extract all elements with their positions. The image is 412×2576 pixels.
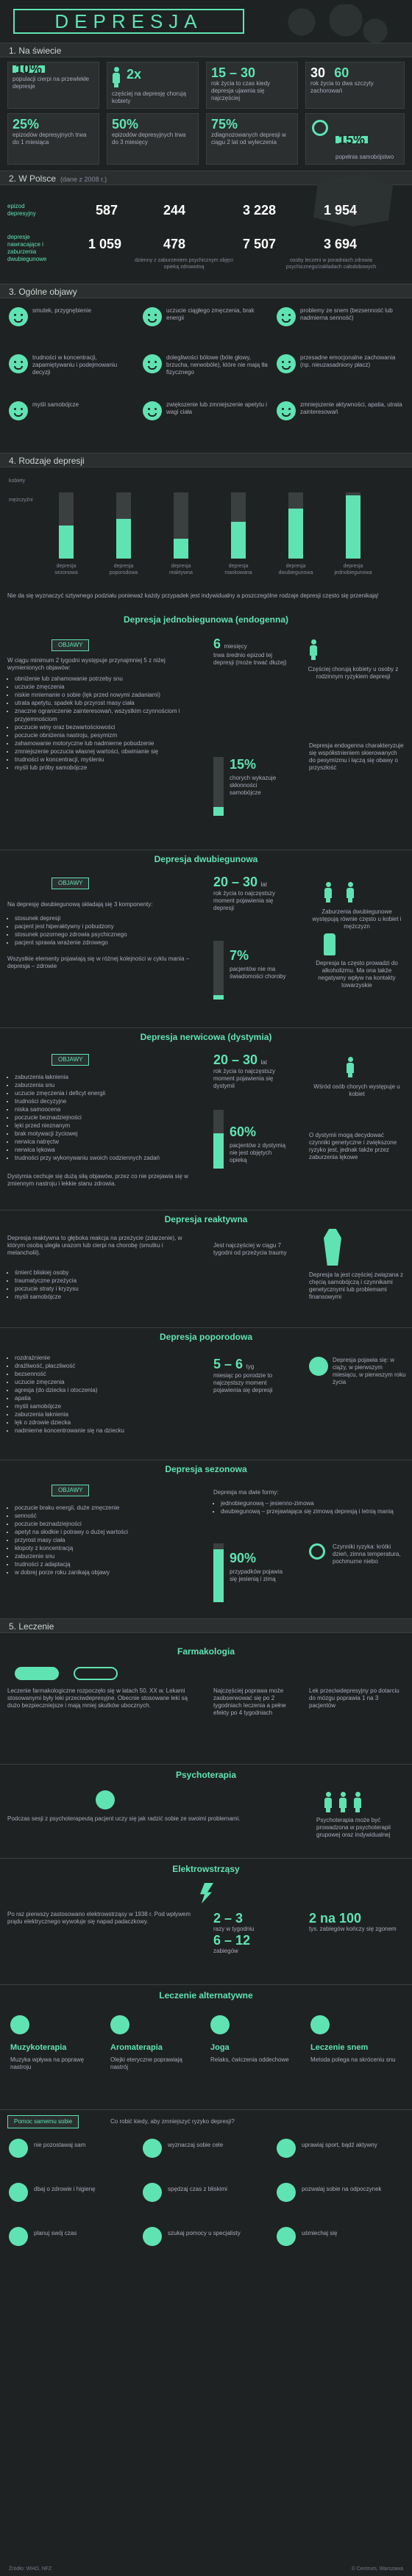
- stat-card: [107, 113, 199, 165]
- help-text: nie pozostawaj sam: [34, 2142, 86, 2148]
- section-title: 2. W Polsce: [9, 173, 57, 184]
- stat-value: 5 – 6: [213, 1357, 244, 1371]
- stat-block: [213, 1052, 287, 1090]
- symptom-text: smutek, przygnębienie: [32, 307, 92, 314]
- bar: [116, 519, 131, 559]
- stat-value: 1 059: [88, 237, 122, 251]
- list-item: ▪ trudności decyzyjne: [15, 1097, 199, 1105]
- lightning-icon: [199, 1883, 213, 1904]
- stat-bar-fill: [213, 1133, 224, 1169]
- list-item: ▪ uczucie zmęczenia i deficyt energii: [15, 1089, 199, 1097]
- bar-label: depresja reaktywna: [169, 564, 193, 575]
- world-map-icon: [258, 4, 405, 49]
- stat-value: 7 507: [243, 237, 277, 251]
- stat-value: 478: [163, 237, 186, 251]
- sleep-icon: [277, 2183, 296, 2202]
- list-item: ▪ uczucie zmęczenia: [15, 1378, 199, 1386]
- intro-text: W ciągu minimum 2 tygodni występuje przynajmniej 5 z niżej wymienionych objawów:: [7, 657, 166, 671]
- stat-text: zdiagnozowanych depresji w ciągu 2 lat od wyleczenia: [211, 132, 286, 146]
- stat-value: 30: [310, 65, 326, 80]
- divider: [0, 1984, 412, 1985]
- page-title: DEPRESJA: [13, 9, 244, 34]
- stat-text: częściej na depresję chorują kobiety: [112, 90, 186, 104]
- symptoms-list: [7, 1504, 199, 1576]
- symptom-text: trudności w koncentracji, zapamiętywaniu i podejmowaniu decyzji: [32, 354, 118, 376]
- stat-text: Depresja endogenna charakteryzuje się współistnieniem skierowanych do pesymizmu i łączą się obawy o przyszłość: [309, 742, 404, 771]
- stat-value: 75%: [211, 117, 238, 132]
- stat-value: 6 – 12: [213, 1933, 251, 1948]
- stat-block: [213, 875, 287, 912]
- person-icon: [353, 1792, 362, 1812]
- stat-value: 1 954: [324, 203, 358, 218]
- stat-card: [107, 62, 199, 109]
- forms-list: [213, 1499, 405, 1515]
- stat-text: Zaburzenia dwubiegunowe występują równie często u kobiet i mężczyzn: [312, 908, 402, 930]
- list-item: ▪ zahamowanie motoryczne lub nadmierne pobudzenie: [15, 739, 206, 747]
- sun-icon: [309, 1543, 325, 1560]
- list-item: ▪ nerwica lękowa: [15, 1146, 199, 1154]
- stat-card: [7, 62, 99, 109]
- list-item: ▪ poczucie winy oraz bezwartościowości: [15, 723, 206, 731]
- stat-value: 50%: [112, 117, 139, 132]
- stat-text: Depresja ma dwie formy:: [213, 1489, 279, 1496]
- woman-icon: [309, 639, 318, 660]
- help-text: spędzaj czas z bliskimi: [168, 2186, 227, 2192]
- symptom-text: zmniejszenie aktywności, apatia, utrata zainteresowań: [300, 401, 402, 415]
- symptoms-list: [7, 1269, 199, 1301]
- stat-value: 3 694: [324, 237, 358, 251]
- header: [0, 0, 412, 38]
- brain-icon: [9, 354, 28, 373]
- bar: [231, 522, 246, 559]
- stat-bar-fill: [213, 1549, 224, 1602]
- stat-text: Depresja ta jest częściej związana z chęcią samobójczą i czynnikami genetycznymi lub problemami finansowymi: [309, 1271, 404, 1300]
- symptoms-list: [7, 1354, 199, 1435]
- stat-text: rok życia to czas kiedy depresja ujawnia się najczęściej: [211, 80, 271, 101]
- stat-value: 2 na 100: [309, 1911, 362, 1926]
- divider: [0, 2109, 412, 2110]
- subsection-title: Depresja reaktywna: [164, 1214, 248, 1224]
- help-subtitle: Co robić kiedy, aby zmniejszyć ryzyko depresji?: [110, 2118, 235, 2125]
- calendar-icon: [9, 2227, 28, 2246]
- stat-text: miesiąc po porodzie to najczęstszy moment pojawienia się depresji: [213, 1372, 273, 1393]
- subsection-title: Depresja poporodowa: [159, 1332, 253, 1342]
- stat-text: trwa średnio epizod tej depresji (może trwać dłużej): [213, 652, 287, 666]
- list-item: ▪ myśli samobójcze: [15, 1402, 199, 1410]
- symptoms-list: [7, 914, 199, 947]
- symptom-text: przesadne emocjonalne zachowania (np. nieuzasadniony płacz): [300, 354, 396, 368]
- list-item: ▪ poczucie obniżenia nastroju, pesymizm: [15, 731, 206, 739]
- list-item: ▪ znaczne ograniczenie zainteresowań, wszystkim czynnościom i przyjemnościom: [15, 707, 206, 723]
- stat-text: rok życia to najczęstszy moment pojawienia się dystymii: [213, 1068, 276, 1089]
- list-item: ▪ zaburzenia łaknienia: [15, 1073, 199, 1081]
- section-title: 1. Na świecie: [9, 46, 62, 56]
- pill-icon: [15, 1667, 59, 1680]
- stat-text: popełnia samobójstwo: [335, 154, 394, 160]
- section-title: 4. Rodzaje depresji: [9, 456, 85, 466]
- stat-value: 244: [163, 203, 186, 218]
- bar: [59, 525, 74, 559]
- list-item: ▪ kłopoty z koncentracją: [15, 1544, 199, 1552]
- footer: [0, 2565, 412, 2576]
- stat-value: 60%: [230, 1124, 257, 1139]
- skull-icon: [9, 401, 28, 420]
- stat-text: pacjentów z dystymią nie jest objętych opieką: [230, 1142, 286, 1163]
- stat-value: 20 – 30: [213, 1052, 258, 1067]
- section-heading: [0, 1618, 412, 1633]
- list-item: ▪ trudności z adaptacją: [15, 1560, 199, 1568]
- smile-icon: [277, 2227, 296, 2246]
- baby-icon: [309, 1357, 328, 1376]
- list-item: ▪ myśli lub próby samobójcze: [15, 764, 206, 772]
- family-icon: [143, 2183, 162, 2202]
- intro-text: Na depresję dwubiegunową składają się 3 komponenty:: [7, 901, 153, 908]
- section-title: 3. Ogólne objawy: [9, 287, 77, 297]
- person-icon: [324, 1792, 333, 1812]
- stat-text: epizodów depresyjnych trwa do 3 miesięcy: [112, 132, 186, 146]
- list-item: ▪ trudności w koncentracji, myśleniu: [15, 756, 206, 764]
- stat-text: Czynniki ryzyka: krótki dzień, zimna temperatura, pochmurne niebo: [333, 1543, 401, 1565]
- symptom-text: problemy ze snem (bezsenność lub nadmierna senność): [300, 307, 393, 321]
- stat-block: [309, 1911, 397, 1933]
- help-text: pozwalaj sobie na odpoczynek: [302, 2186, 382, 2192]
- bottle-icon: [324, 933, 335, 955]
- sad-face-icon: [143, 307, 162, 326]
- stat-text: rok życia to dwa szczyty zachorowań: [310, 80, 374, 94]
- body-text: Leczenie farmakologiczne rozpoczęło się w latach 50. XX w. Lekami stosowanymi były leki przeciwdepresyjne. Obecnie stosowane leki są dużo bezpieczniejsze i mają mniej skutków ubocznych.: [7, 1687, 188, 1709]
- section-heading: [0, 453, 412, 467]
- note: Dystymia cechuje się dużą siłą objawów, przez co nie przejawia się w zmiennym nastroju i lekkie stanu zdrowia.: [7, 1173, 188, 1187]
- note: Nie da się wyznaczyć sztywnego podziału ponieważ każdy przypadek jest indywidualny a poszczególne rodzaje depresji często się przenikają!: [7, 592, 379, 599]
- help-title: Pomoc samemu sobie: [7, 2115, 79, 2128]
- alt-text: Metoda polega na skróceniu snu: [310, 2056, 396, 2063]
- stat-value: 90%: [230, 1551, 257, 1565]
- help-text: planuj swój czas: [34, 2230, 77, 2236]
- list-item: ▪ niska samoocena: [15, 1105, 199, 1113]
- bar: [288, 509, 303, 559]
- body-text: Podczas sesji z psychoterapeutą pacjent uczy się jak radzić sobie ze swoimi problemami.: [7, 1815, 241, 1822]
- section-subtitle: (dane z 2008 r.): [60, 176, 107, 183]
- shower-icon: [9, 2183, 28, 2202]
- subsection-title: Depresja sezonowa: [165, 1464, 247, 1474]
- list-item: ▪ lęki przed nieznanym: [15, 1122, 199, 1130]
- list-item: ▪ stosunek depresji: [15, 914, 199, 922]
- bar-label: depresja sezonowa: [54, 564, 78, 575]
- target-icon: [312, 120, 328, 136]
- stat-block: [213, 636, 287, 667]
- alt-title: Joga: [210, 2043, 230, 2052]
- list-item: ▪ trudności przy wykonywaniu swoich codziennych zadań: [15, 1154, 199, 1162]
- list-item: ▪ pacjent sprawia wrażenie zdrowego: [15, 939, 199, 947]
- stat-value: 2x: [127, 67, 142, 82]
- stat-text: Jest najczęściej w ciągu 7 tygodni od przeżycia traumy: [213, 1242, 287, 1256]
- sad-face-icon: [277, 307, 296, 326]
- subsection-title: Depresja nerwicowa (dystymia): [140, 1032, 272, 1042]
- scale-icon: [143, 401, 162, 420]
- stat-bar-fill: [213, 995, 224, 1000]
- symptom-text: uczucie ciągłego zmęczenia, brak energii: [166, 307, 255, 321]
- symptom-text: zwiększenie lub zmniejszenie apetytu i wagi ciała: [166, 401, 267, 415]
- woman-icon: [324, 882, 333, 903]
- list-item: ▪ senność: [15, 1512, 199, 1520]
- person-icon: [338, 1792, 347, 1812]
- person-icon: [9, 2139, 28, 2158]
- stat-value: 15 – 30: [211, 65, 256, 80]
- section-heading: [0, 284, 412, 298]
- stat-value-2: 60: [334, 65, 349, 80]
- stat-unit: lat: [260, 881, 267, 888]
- divider: [0, 1027, 412, 1028]
- doctor-icon: [143, 2227, 162, 2246]
- stat-value: 10%: [13, 65, 45, 73]
- stat-unit: miesięcy: [224, 643, 247, 650]
- list-item: ▪ utrata apetytu, spadek lub przyrost masy ciała: [15, 699, 206, 707]
- pill-icon: [74, 1667, 118, 1680]
- section-title: 5. Leczenie: [9, 1621, 54, 1632]
- yoga-icon: [210, 2015, 230, 2034]
- coffin-icon: [324, 1229, 341, 1266]
- row-label: depresje nawracające i zaburzenia dwubiegunowe: [7, 234, 47, 262]
- bar: [174, 539, 188, 559]
- list-item: ▪ zmniejszenie poczucia własnej wartości, obwinianie się: [15, 747, 206, 756]
- symptoms-list: [7, 1073, 199, 1162]
- list-item: ▪ poczucie straty i kryzysu: [15, 1285, 199, 1293]
- list-item: ▪ jednobiegunową – jesienno-zimowa: [221, 1499, 405, 1507]
- stat-bar-track: [213, 941, 224, 1000]
- section-heading: [0, 43, 412, 57]
- list-item: ▪ śmierć bliskiej osoby: [15, 1269, 199, 1277]
- stat-text: pacjentów nie ma świadomości choroby: [230, 966, 286, 980]
- stat-value: 20 – 30: [213, 875, 258, 889]
- list-item: ▪ apatia: [15, 1394, 199, 1402]
- stat-unit: lat: [260, 1059, 267, 1066]
- stat-text: zabiegów: [213, 1948, 238, 1954]
- help-text: wyznaczaj sobie cele: [168, 2142, 224, 2148]
- moon-icon: [310, 2015, 330, 2034]
- footer-copyright: © Centrum, Warszawa: [351, 2566, 403, 2572]
- stat-block: [213, 1357, 294, 1394]
- symptoms-label: OBJAWY: [52, 878, 89, 889]
- intro-text: Depresja reaktywna to głęboka reakcja na przeżycie (zdarzenie), w którym osobą uległa urazom lub cierpi na chorobę (smutku i melancholii).: [7, 1235, 182, 1256]
- help-text: uśmiechaj się: [302, 2230, 338, 2236]
- list-item: ▪ zaburzenia snu: [15, 1081, 199, 1089]
- divider: [0, 1327, 412, 1328]
- divider: [0, 1858, 412, 1859]
- music-icon: [10, 2015, 29, 2034]
- list-item: ▪ obniżenie lub zahamowanie potrzeby snu: [15, 675, 206, 683]
- stat-value: 25%: [13, 117, 40, 132]
- list-item: ▪ niskie mniemanie o sobie (lęk przed nowymi zadaniami): [15, 691, 206, 699]
- list-item: ▪ poczucie beznadziejności: [15, 1113, 199, 1122]
- list-item: ▪ zaburzenia łaknienia: [15, 1410, 199, 1418]
- alt-title: Muzykoterapia: [10, 2043, 67, 2052]
- list-item: ▪ nadmierne koncentrowanie się na dziecku: [15, 1427, 199, 1435]
- legend-label: mężczyźni: [9, 498, 33, 503]
- stat-text: O dystymii mogą decydować czynniki genetyczne i zwiększone ryzyko jest, jednak także przez zaburzenia lękowe: [309, 1132, 397, 1160]
- bar-label: depresja maskowana: [224, 564, 252, 575]
- subsection-title: Farmakologia: [177, 1646, 235, 1657]
- list-item: ▪ poczucie beznadziejności: [15, 1520, 199, 1528]
- woman-icon: [112, 67, 121, 87]
- help-text: szukaj pomocy u specjalisty: [168, 2230, 241, 2236]
- stat-value: 6: [213, 636, 221, 651]
- divider: [0, 1764, 412, 1765]
- flower-icon: [110, 2015, 129, 2034]
- symptoms-list: [7, 675, 206, 772]
- symptom-text: dolegliwości bólowe (bóle głowy, brzucha, nerwobóle), które nie mają tła fizycznego: [166, 354, 268, 376]
- note: Wszystkie elementy pojawiają się w różnej kolejności w cyklu mania – depresja – zdrowie: [7, 955, 190, 969]
- alt-text: Relaks, ćwiczenia oddechowe: [210, 2056, 289, 2063]
- symptoms-label: OBJAWY: [52, 639, 89, 651]
- help-text: dbaj o zdrowie i higienę: [34, 2186, 96, 2192]
- body-text: Po raz pierwszy zastosowano elektrowstrząsy w 1938 r. Pod wpływem prądu elektrycznego wywołuje się napad padaczkowy.: [7, 1911, 191, 1925]
- stat-unit: tyg: [246, 1363, 255, 1370]
- list-item: ▪ rozdrażnienie: [15, 1354, 199, 1362]
- symptoms-label: OBJAWY: [52, 1054, 89, 1066]
- list-item: ▪ stosunek pozornego zdrowia psychicznego: [15, 930, 199, 939]
- bar-label: depresja jednobiegunowa: [334, 564, 372, 575]
- stat-text: Depresja pojawia się: w ciąży, w pierwszym miesiącu, w pierwszym roku życia: [333, 1357, 406, 1385]
- bar-label: depresja poporodowa: [109, 564, 138, 575]
- stat-value: 15%: [335, 136, 368, 143]
- stat-text: rok życia to najczęstszy moment pojawienia się depresji: [213, 890, 276, 911]
- stat-text: chorych wykazuje skłonności samobójcze: [230, 775, 277, 796]
- stat-block: [213, 1911, 255, 1955]
- stat-text: Depresja ta często prowadzi do alkoholizmu. Ma ona także negatywny wpływ na kontakty towarzyskie: [316, 960, 398, 989]
- stat-text: Psychoterapia może być prowadzona w psychoterapii grupowej oraz indywidualnej: [316, 1817, 391, 1838]
- list-item: ▪ myśli samobójcze: [15, 1293, 199, 1301]
- alt-text: Olejki eteryczne poprawiają nastrój: [110, 2056, 182, 2070]
- list-item: ▪ drażliwość, płaczliwość: [15, 1362, 199, 1370]
- stat-text: Lek przeciwdepresyjny po dotarciu do mózgu poprawia 1 na 3 pacjentów: [309, 1687, 399, 1709]
- stat-text: populacji cierpi na przewlekłe depresje: [13, 76, 90, 90]
- list-item: ▪ bezsenność: [15, 1370, 199, 1378]
- symptom-text: myśli samobójcze: [32, 401, 79, 408]
- list-item: ▪ przyrost masy ciała: [15, 1536, 199, 1544]
- running-icon: [277, 2139, 296, 2158]
- stat-text: przypadków pojawia się jesienią i zimą: [230, 1568, 283, 1582]
- brain-icon: [96, 1790, 115, 1809]
- list-item: ▪ lęk o zdrowie dziecka: [15, 1418, 199, 1427]
- stat-bar-fill: [213, 807, 224, 816]
- stat-value: 2 – 3: [213, 1911, 244, 1926]
- sad-face-icon: [277, 401, 296, 420]
- stat-text: Wśród osób chorych występuje u kobiet: [313, 1083, 400, 1097]
- stat-card: [305, 62, 405, 109]
- stat-text: Częściej chorują kobiety u osoby z rodzinnym ryzykiem depresji: [308, 666, 399, 680]
- stat-card: [305, 113, 405, 165]
- stat-card: [7, 113, 99, 165]
- list-item: ▪ dwubiegunową – przejawiająca się zimową depresją i letnią manią: [221, 1507, 405, 1515]
- list-item: ▪ poczucie braku energii, duże zmęczenie: [15, 1504, 199, 1512]
- list-item: ▪ w dobrej porze roku zanikają objawy: [15, 1568, 199, 1576]
- man-icon: [346, 882, 355, 903]
- list-item: ▪ traumatyczne przeżycia: [15, 1277, 199, 1285]
- list-item: ▪ brak motywacji życiowej: [15, 1130, 199, 1138]
- list-item: ▪ apetyt na słodkie i potrawy o dużej wartości: [15, 1528, 199, 1536]
- caption: dzienny z zaburzeniem psychicznym objęci opieką zdrowotną: [135, 258, 233, 270]
- subsection-title: Leczenie alternatywne: [159, 1990, 253, 2001]
- alt-title: Leczenie snem: [310, 2043, 369, 2052]
- list-item: ▪ pacjent jest hiperaktywny i pobudzony: [15, 922, 199, 930]
- alt-title: Aromaterapia: [110, 2043, 163, 2052]
- target-icon: [143, 2139, 162, 2158]
- caption: osoby leczeni w poradniach zdrowia psychicznego/zakładach całodobowych: [285, 258, 377, 270]
- subsection-title: Depresja jednobiegunowa (endogenna): [123, 614, 289, 625]
- stat-text: epizodów depresyjnych trwa do 1 miesiąca: [13, 132, 87, 146]
- stat-value: 7%: [230, 948, 249, 963]
- stat-value: 3 228: [243, 203, 277, 218]
- stat-value: 15%: [230, 757, 257, 772]
- stat-card: [206, 113, 298, 165]
- subsection-title: Depresja dwubiegunowa: [154, 854, 258, 864]
- list-item: ▪ nerwica natręctw: [15, 1138, 199, 1146]
- stat-text: tys. zabiegów kończy się zgonem: [309, 1926, 397, 1932]
- head-icon: [143, 354, 162, 373]
- footer-source: Źródło: WHO, NFZ: [9, 2566, 52, 2572]
- bar: [346, 495, 360, 559]
- symptoms-label: OBJAWY: [52, 1485, 89, 1496]
- list-item: ▪ agresja (do dziecka i otoczenia): [15, 1386, 199, 1394]
- stat-text: Najczęściej poprawa może zaobserwować się po 2 tygodniach leczenia a pełne efekty po 4 tygodniach: [213, 1687, 286, 1716]
- subsection-title: Elektrowstrząsy: [172, 1864, 240, 1874]
- woman-icon: [346, 1057, 355, 1077]
- head-icon: [277, 354, 296, 373]
- list-item: ▪ zaburzenie snu: [15, 1552, 199, 1560]
- row-label: epizod depresyjny: [7, 203, 36, 217]
- stat-text: razy w tygodniu: [213, 1926, 255, 1932]
- stat-value: 587: [96, 203, 118, 218]
- subsection-title: Psychoterapia: [175, 1770, 237, 1780]
- legend-label: kobiety: [9, 478, 26, 484]
- alt-text: Muzyka wpływa na poprawę nastroju: [10, 2056, 85, 2070]
- help-text: uprawiaj sport, bądź aktywny: [302, 2142, 377, 2148]
- list-item: ▪ uczucie zmęczenia: [15, 683, 206, 691]
- bar-label: depresja dwubiegunowa: [278, 564, 313, 575]
- stat-card: [206, 62, 298, 109]
- sad-face-icon: [9, 307, 28, 326]
